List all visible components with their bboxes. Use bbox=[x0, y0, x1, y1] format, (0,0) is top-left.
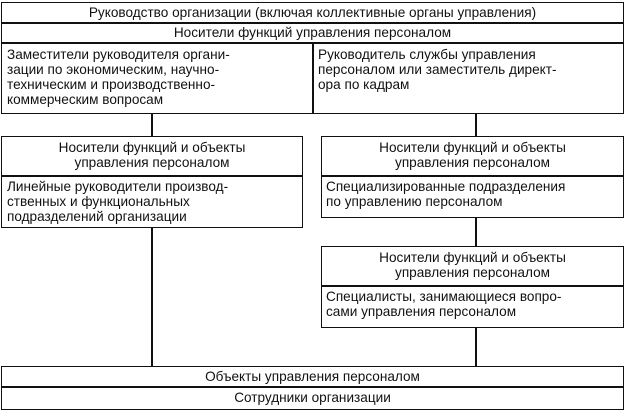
leadership-label: Руководство организации (включая коллективные органы управления) bbox=[88, 5, 537, 20]
right-block-1-header: Носители функций и объекты управления персоналом bbox=[379, 140, 566, 170]
connector-line bbox=[475, 218, 477, 246]
objects-label: Объекты управления персоналом bbox=[205, 369, 420, 384]
connector-line bbox=[475, 114, 477, 136]
right-block-2-header: Носители функций и объекты управления персоналом bbox=[379, 250, 566, 280]
connector-line bbox=[151, 114, 153, 136]
connector-line bbox=[151, 228, 153, 366]
divider-line bbox=[321, 285, 624, 287]
connector-line bbox=[475, 328, 477, 366]
right-block-2-body: Специалисты, занимающиеся вопро- сами управления персоналом bbox=[326, 289, 562, 319]
divider-line bbox=[321, 175, 624, 177]
left-block-header: Носители функций и объекты управления персоналом bbox=[58, 140, 246, 170]
left-block-body: Линейные руководители производ- ственных и функциональных подразделений организации bbox=[7, 179, 229, 224]
hr-head-label: Руководитель службы управления персоналом или заместитель директ- ора по кадрам bbox=[318, 47, 557, 92]
deputies-label: Заместители руководителя органи- зации по экономическим, научно- техническим и производственно- коммерческим вопросам bbox=[7, 47, 230, 107]
divider-line bbox=[312, 42, 314, 114]
carriers-label: Носители функций управления персоналом bbox=[173, 25, 452, 40]
right-block-1-body: Специализированные подразделения по управлению персоналом bbox=[326, 179, 566, 209]
divider-line bbox=[1, 175, 303, 177]
employees-label: Сотрудники организации bbox=[234, 390, 391, 405]
divider-line bbox=[1, 386, 624, 388]
divider-line bbox=[1, 22, 624, 24]
